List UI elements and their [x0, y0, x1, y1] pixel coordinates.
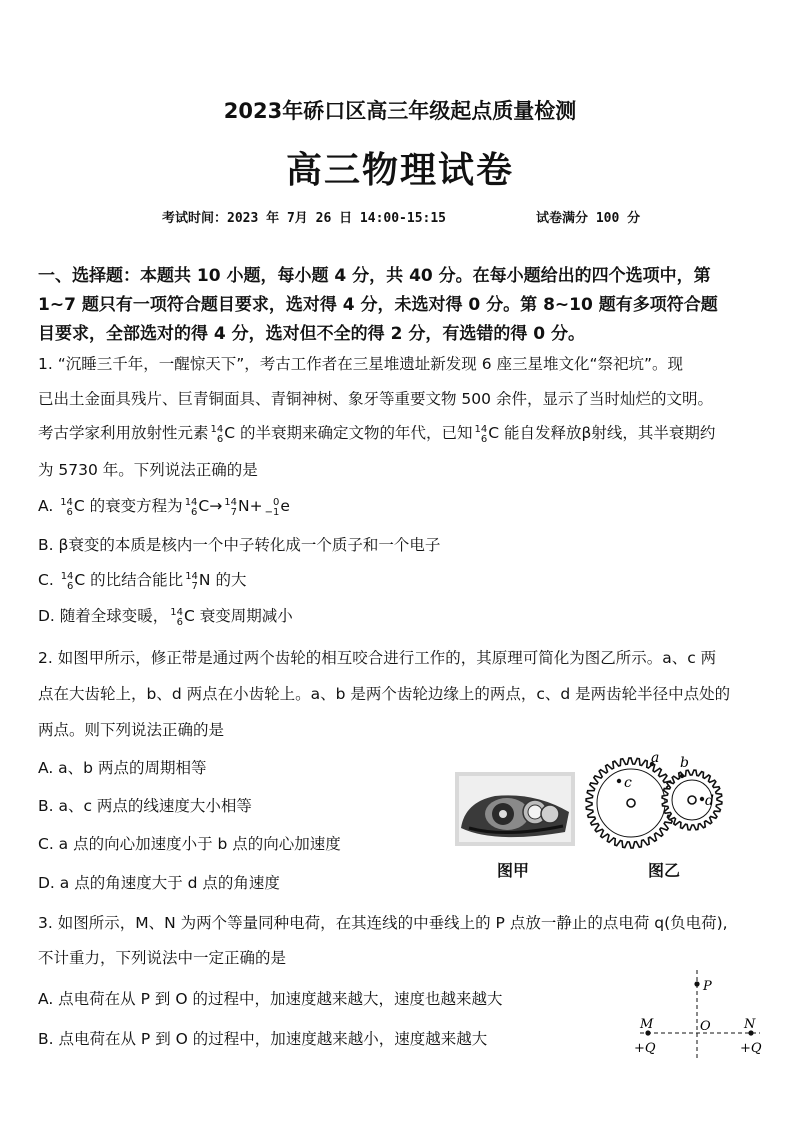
- q1-stem-line1: 1. “沉睡三千年，一醒惊天下”，考古工作者在三星堆遗址新发现 6 座三星堆文化“祭祀坑”。现: [38, 355, 684, 373]
- paper-title: 高三物理试卷: [285, 149, 514, 191]
- q3-option-b: B. 点电荷在从 P 到 O 的过程中，加速度越来越小，速度越来越大: [38, 1030, 488, 1048]
- q1-option-b: B. β衰变的本质是核内一个中子转化成一个质子和一个电子: [38, 536, 441, 554]
- label-n: N: [744, 1017, 756, 1032]
- q2-stem-line2: 点在大齿轮上，b、d 两点在小齿轮上。a、b 是两个齿轮边缘上的两点，c、d 是两齿轮半径中点处的: [38, 685, 731, 703]
- label-p: P: [703, 979, 712, 994]
- figure-yi-label: 图乙: [648, 861, 681, 880]
- q3-stem-line2: 不计重力，下列说法中一定正确的是: [38, 949, 287, 967]
- q2-option-d: D. a 点的角速度大于 d 点的角速度: [38, 874, 280, 892]
- q2-stem-line3: 两点。则下列说法正确的是: [38, 721, 225, 739]
- q1-stem-line3: 考古学家利用放射性元素 14 6 C 的半衰期来确定文物的年代，已知 14 6 C 能自发释放β射线，其半衰期约: [38, 424, 716, 445]
- q3-stem-line1: 3. 如图所示，M、N 为两个等量同种电荷，在其连线的中垂线上的 P 点放一静止的点电荷 q(负电荷),: [38, 914, 728, 932]
- nuclide-c14: 14 6: [210, 424, 224, 445]
- charges-diagram: [610, 962, 790, 1062]
- q1-stem-line4: 为 5730 年。下列说法正确的是: [38, 461, 258, 479]
- q3-option-a: A. 点电荷在从 P 到 O 的过程中，加速度越来越大，速度也越来越大: [38, 990, 503, 1008]
- q2-option-a: A. a、b 两点的周期相等: [38, 759, 207, 777]
- point-p: [694, 981, 699, 986]
- q1-stem-line2: 已出土金面具残片、巨青铜面具、青铜神树、象牙等重要文物 500 余件，显示了当时灿烂的文明。: [38, 390, 713, 408]
- exam-time: 考试时间：2023 年 7月 26 日 14:00-15:15: [162, 211, 447, 226]
- label-b: b: [680, 755, 689, 771]
- point-c: [617, 779, 621, 783]
- q2-stem-line1: 2. 如图甲所示，修正带是通过两个齿轮的相互咬合进行工作的，其原理可简化为图乙所示。a、c 两: [38, 649, 717, 667]
- point-d: [700, 797, 704, 801]
- label-charge-m: +Q: [634, 1041, 656, 1056]
- section-instructions-line3: 目要求，全部选对的得 4 分，选对但不全的得 2 分，有选错的得 0 分。: [38, 324, 585, 344]
- label-a: a: [651, 750, 660, 766]
- exam-title: 2023年硚口区高三年级起点质量检测: [223, 99, 577, 123]
- section-instructions-line2: 1~7 题只有一项符合题目要求，选对得 4 分，未选对得 0 分。第 8~10 题有多项符合题: [38, 295, 718, 315]
- label-c: c: [624, 775, 632, 791]
- label-d: d: [705, 793, 714, 809]
- label-o: O: [700, 1019, 711, 1034]
- q2-option-c: C. a 点的向心加速度小于 b 点的向心加速度: [38, 835, 341, 853]
- figure-jia-label: 图甲: [497, 861, 530, 880]
- q2-option-b: B. a、c 两点的线速度大小相等: [38, 797, 252, 815]
- nuclide-c14: 14 6: [474, 424, 488, 445]
- gears-diagram: [582, 750, 732, 850]
- label-charge-n: +Q: [740, 1041, 762, 1056]
- point-b: [680, 774, 684, 778]
- label-m: M: [640, 1017, 654, 1032]
- correction-tape-photo: [455, 772, 575, 846]
- full-score: 试卷满分 100 分: [536, 211, 641, 226]
- q1-option-d: D. 随着全球变暖， 14 6 C 衰变周期减小: [38, 607, 293, 628]
- q1-option-c: C. 14 6 C 的比结合能比 14 7 N 的大: [38, 571, 247, 592]
- q1-option-a: A. 14 6 C 的衰变方程为 14 6 C→ 14 7 N+ 0 −1 e: [38, 497, 290, 518]
- section-instructions-line1: 一、选择题：本题共 10 小题，每小题 4 分，共 40 分。在每小题给出的四个选项中，第: [38, 266, 711, 286]
